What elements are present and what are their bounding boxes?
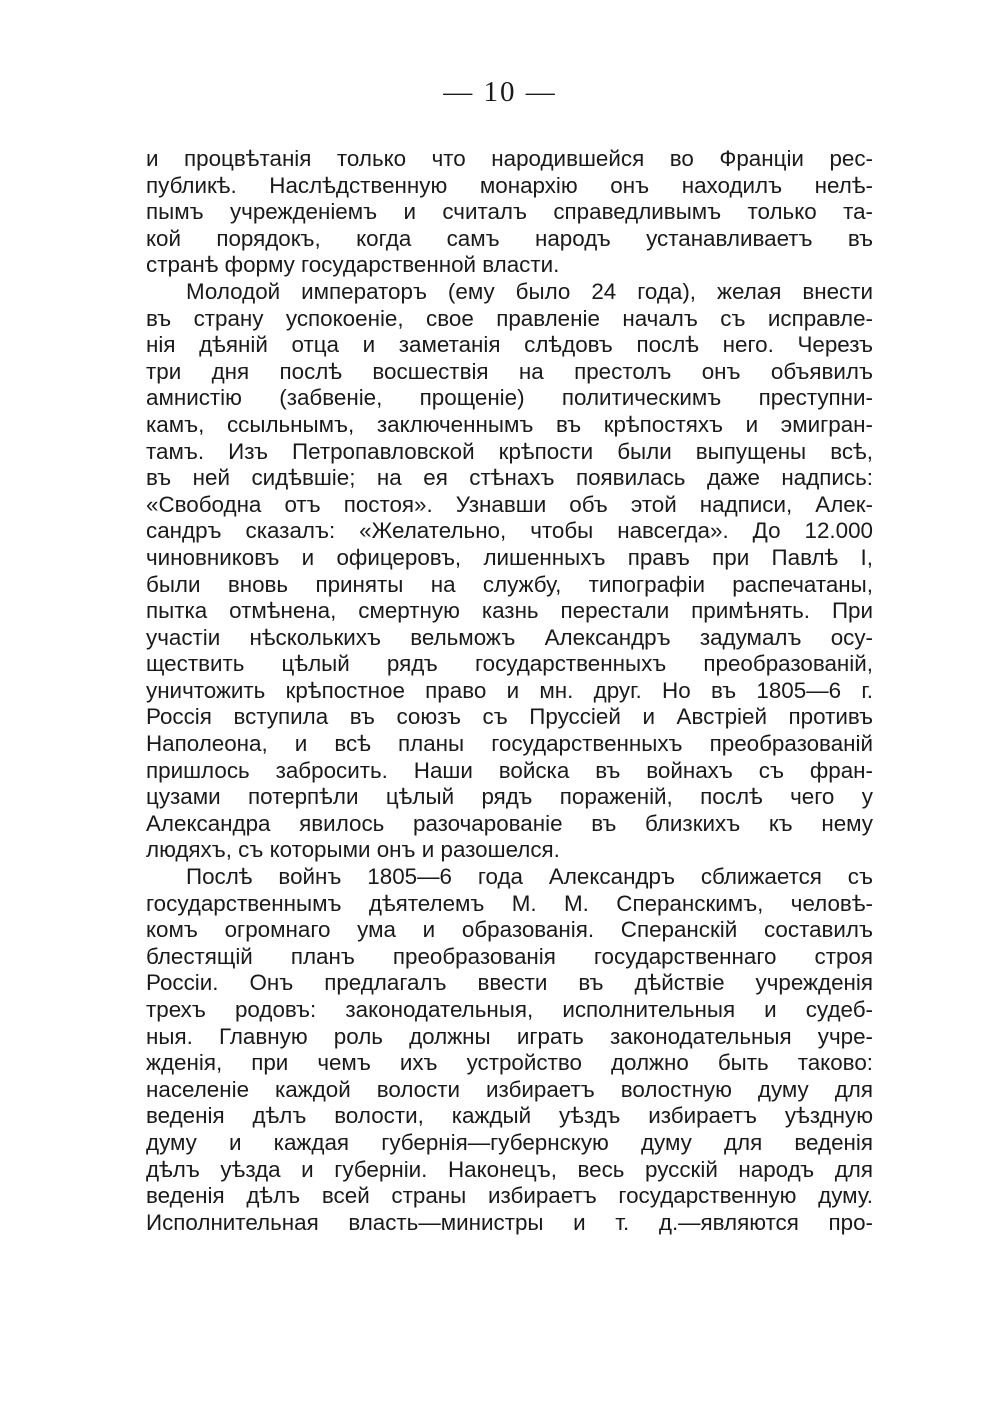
text-line: Молодой императоръ (ему было 24 года), желая внести: [186, 278, 873, 304]
text-line: и процвѣтанія только что народившейся во Франціи рес-: [146, 146, 873, 171]
paragraph-1: [146, 146, 873, 279]
text-line: въ страну успокоеніе, свое правленіе началъ съ исправле-: [146, 305, 873, 331]
text-line: пытка отмѣнена, смертную казнь перестали примѣнять. При: [146, 598, 873, 624]
text-line: Россія вступила въ союзъ съ Пруссіей и Австріей противъ: [146, 704, 873, 730]
text-line: странѣ форму государственной власти.: [146, 252, 560, 278]
text-line: камъ, ссыльнымъ, заключеннымъ въ крѣпостяхъ и эмигран-: [146, 411, 873, 437]
text-line: веденія дѣлъ всей страны избираетъ государственную думу.: [146, 1183, 873, 1209]
text-line: веденія дѣлъ волости, каждый уѣздъ избираетъ уѣздную: [146, 1103, 873, 1129]
text-line: участіи нѣсколькихъ вельможъ Александръ задумалъ осу-: [146, 624, 873, 650]
text-line: сандръ сказалъ: «Желательно, чтобы навсегда». До 12.000: [146, 518, 873, 544]
text-line: государственнымъ дѣятелемъ М. М. Сперанскимъ, человѣ-: [146, 890, 873, 916]
text-line: «Свободна отъ постоя». Узнавши объ этой надписи, Алек-: [146, 491, 873, 517]
text-line: пымъ учрежденіемъ и считалъ справедливымъ только та-: [146, 199, 873, 225]
text-line: блестящій планъ преобразованія государственнаго строя: [146, 943, 873, 969]
text-line: публикѣ. Наслѣдственную монархію онъ находилъ нелѣ-: [146, 172, 873, 198]
paragraph-2: [146, 279, 873, 864]
text-line: трехъ родовъ: законодательныя, исполнительныя и судеб-: [146, 997, 873, 1022]
text-line: кой порядокъ, когда самъ народъ устанавливаетъ въ: [146, 225, 873, 251]
text-line: жденія, при чемъ ихъ устройство должно быть таково:: [146, 1050, 873, 1076]
text-line: нія дѣяній отца и заметанія слѣдовъ послѣ него. Черезъ: [146, 332, 873, 358]
text-line: Наполеона, и всѣ планы государственныхъ преобразованій: [146, 731, 873, 757]
page-number: — 10 —: [443, 76, 557, 108]
text-line: чиновниковъ и офицеровъ, лишенныхъ правъ при Павлѣ I,: [146, 544, 873, 570]
text-line: въ ней сидѣвшіе; на ея стѣнахъ появилась даже надпись:: [146, 465, 873, 491]
text-line: амнистію (забвеніе, прощеніе) политическимъ преступни-: [146, 385, 873, 411]
text-line: цузами потерпѣли цѣлый рядъ пораженій, послѣ чего у: [146, 784, 873, 810]
text-line: Россіи. Онъ предлагалъ ввести въ дѣйствіе учрежденія: [146, 970, 873, 996]
text-line: три дня послѣ восшествія на престолъ онъ объявилъ: [146, 358, 873, 384]
text-line: уничтожить крѣпостное право и мн. друг. Но въ 1805—6 г.: [146, 677, 873, 703]
body-text: [146, 146, 873, 1236]
text-line: дѣлъ уѣзда и губерніи. Наконецъ, весь русскій народъ для: [146, 1156, 873, 1182]
paragraph-3: [146, 864, 873, 1236]
text-line: Александра явилось разочарованіе въ близкихъ къ нему: [146, 810, 873, 836]
text-line: думу и каждая губернія—губернскую думу для веденія: [146, 1129, 873, 1155]
text-line: людяхъ, съ которыми онъ и разошелся.: [146, 837, 560, 863]
text-line: комъ огромнаго ума и образованія. Сперанскій составилъ: [146, 917, 873, 943]
text-line: пришлось забросить. Наши войска въ войнахъ съ фран-: [146, 757, 873, 783]
text-line: Послѣ войнъ 1805—6 года Александръ сближается съ: [186, 864, 873, 890]
text-line: Исполнительная власть—министры и т. д.—являются про-: [146, 1209, 873, 1235]
text-line: населеніе каждой волости избираетъ волостную думу для: [146, 1076, 873, 1102]
text-line: тамъ. Изъ Петропавловской крѣпости были выпущены всѣ,: [146, 438, 873, 464]
text-line: ществить цѣлый рядъ государственныхъ преобразованій,: [146, 651, 873, 677]
text-line: были вновь приняты на службу, типографіи распечатаны,: [146, 571, 873, 597]
text-line: ныя. Главную роль должны играть законодательныя учре-: [146, 1023, 873, 1049]
